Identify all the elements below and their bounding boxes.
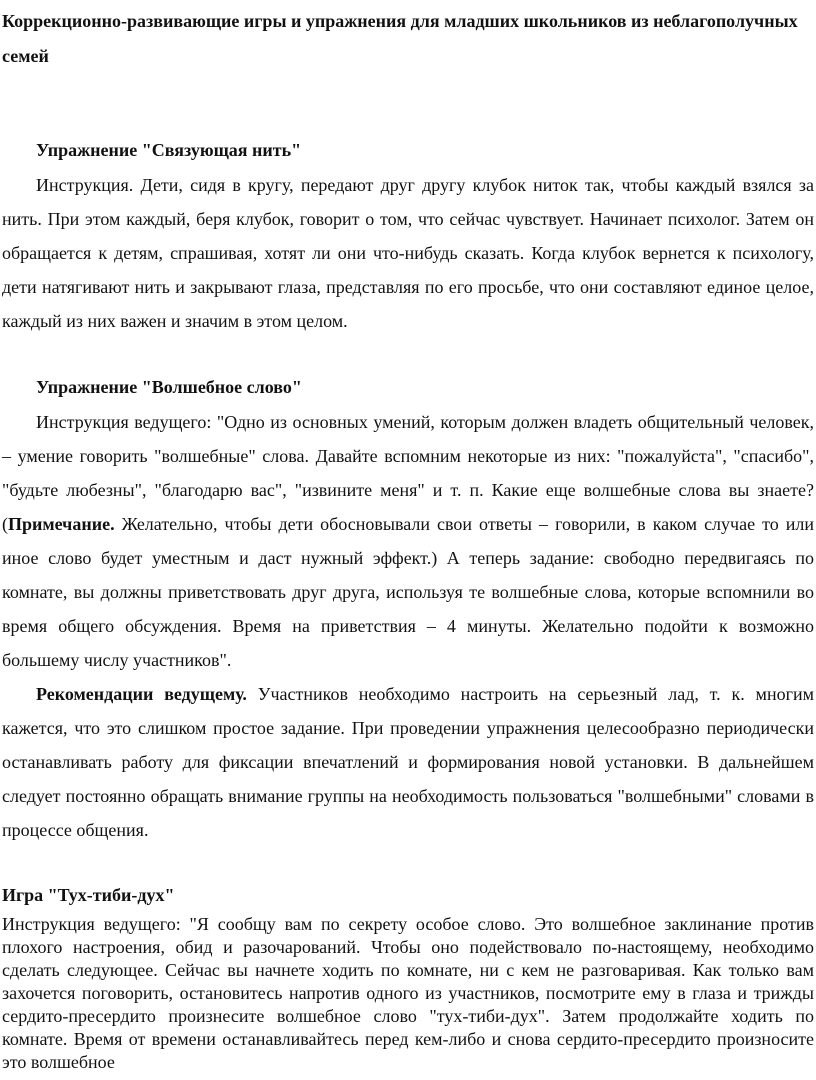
exercise-instruction-connecting-thread: Инструкция. Дети, сидя в кругу, передают друг другу клубок ниток так, чтобы каждый взялся за нить. При этом каждый, беря клубок, говорит о том, что сейчас чувствует. Начинает психолог. Затем он обращается к детям, спрашивая, хотят ли они что-нибудь сказать. Когда клубок вернется к психологу, дети натягивают нить и закрывают глаза, представляя по его просьбе, что они составляют единое целое, каждый из них важен и значим в этом целом. [2, 175, 814, 331]
recommendations-label: Рекомендации ведущему. [36, 684, 247, 704]
exercise-heading-connecting-thread: Упражнение "Связующая нить" [36, 140, 302, 160]
leader-recommendations [2, 677, 814, 847]
note-label: Примечание. [8, 514, 115, 534]
exercise-instruction-magic-word [2, 405, 814, 677]
recommendations-text: Участников необходимо настроить на серьезный лад, т. к. многим кажется, что это слишком простое задание. При проведении упражнения целесообразно периодически останавливать работу для фиксации впечатлений и формирования новой установки. В дальнейшем следует постоянно обращать внимание группы на необходимость пользоваться "волшебными" словами в процессе общения. [2, 684, 814, 840]
game-heading-tukh-tibi-dukh: Игра "Тух-тиби-дух" [2, 885, 175, 905]
exercise-heading-magic-word: Упражнение "Волшебное слово" [36, 377, 302, 397]
instruction-text-part1: Инструкция ведущего: "Одно из основных умений, которым должен владеть общительный человек, – умение говорить "волшебные" слова. Давайте вспомним некоторые из них: "пожалуйста", "спасибо", "будьте любезны", "благодарю вас", "извините меня" и т. п. Какие еще волшебные слова вы знаете? ( [2, 412, 814, 534]
instruction-text-part2: Желательно, чтобы дети обосновывали свои ответы – говорили, в каком случае то или иное слово будет уместным и даст нужный эффект.) А теперь задание: свободно передвигаясь по комнате, вы должны приветствовать друг друга, используя те волшебные слова, которые вспомнили во время общего обсуждения. Время на приветствия – 4 минуты. Желательно подойти к возможно большему числу участников". [2, 514, 814, 670]
game-instruction-tukh-tibi-dukh: Инструкция ведущего: "Я сообщу вам по секрету особое слово. Это волшебное заклинание против плохого настроения, обид и разочарований. Чтобы оно подействовало по-настоящему, необходимо сделать следующее. Сейчас вы начнете ходить по комнате, ни с кем не разговаривая. Как только вам захочется поговорить, остановитесь напротив одного из участников, посмотрите ему в глаза и трижды сердито-пресердито произнесите волшебное слово "тух-тиби-дух". Затем продолжайте ходить по комнате. Время от времени останавливайтесь перед кем-либо и снова сердито-пресердито произносите это волшебное [2, 914, 814, 1072]
document-title: Коррекционно-развивающие игры и упражнения для младших школьников из неблагополучных семей [2, 11, 798, 66]
